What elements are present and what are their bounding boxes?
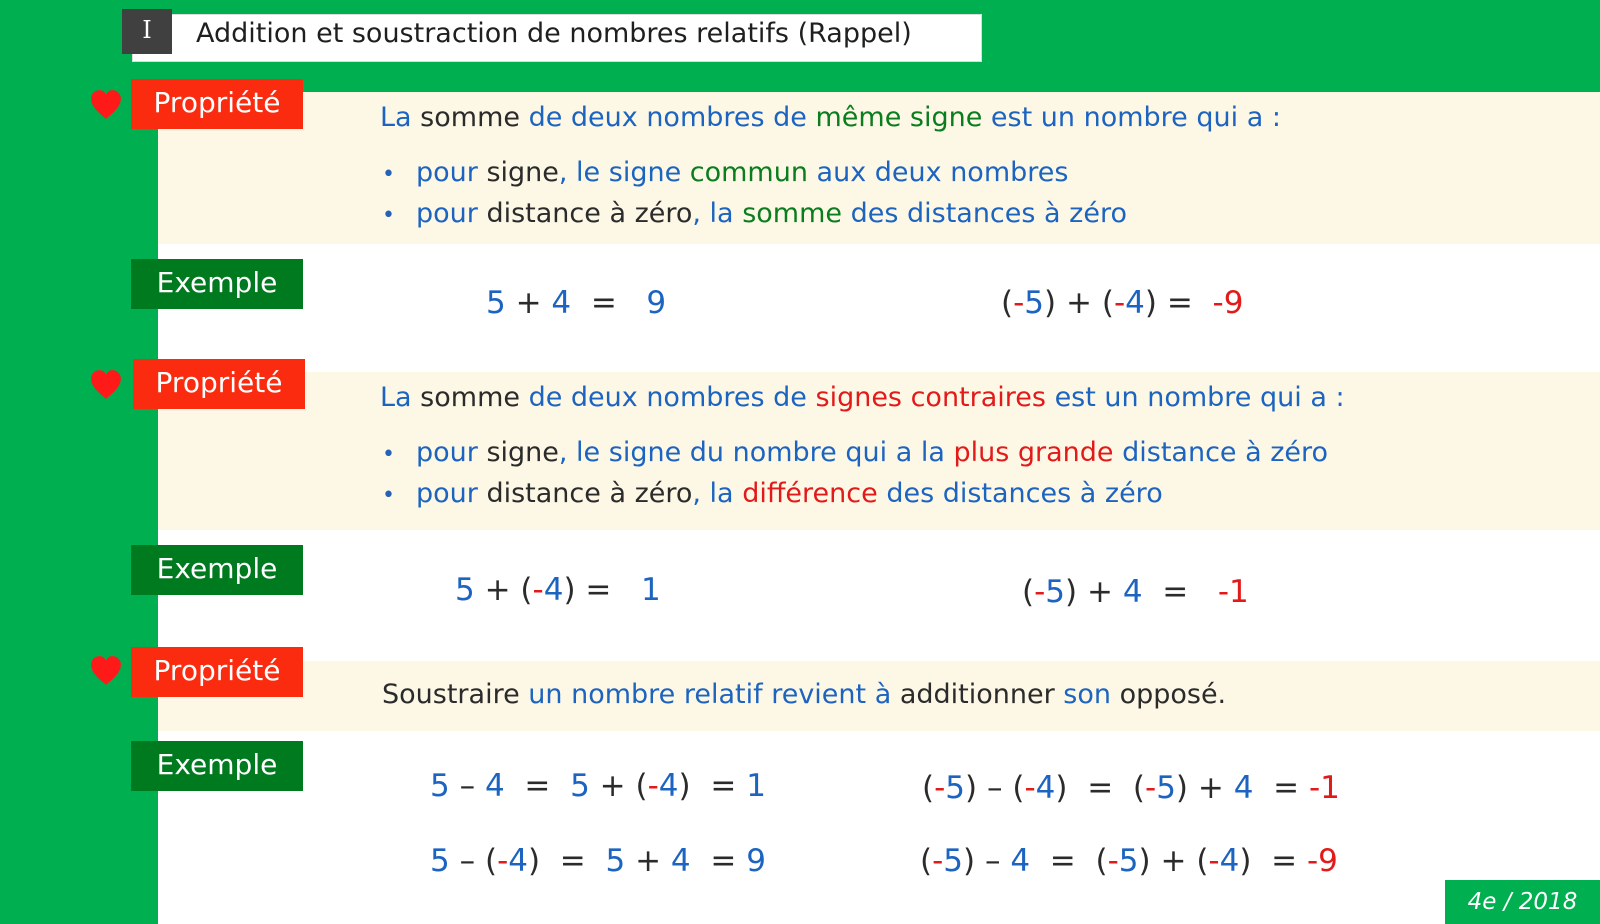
math-token: ( bbox=[1001, 285, 1014, 321]
math-token: – bbox=[975, 843, 1011, 879]
example-3-right-1 bbox=[922, 770, 1340, 806]
math-token: - bbox=[1145, 770, 1157, 806]
text-fragment: plus grande bbox=[944, 437, 1114, 468]
math-token: 5 bbox=[430, 768, 450, 804]
example-2-right bbox=[1022, 574, 1249, 610]
bullet-icon: • bbox=[382, 442, 395, 467]
example-2-left bbox=[455, 572, 661, 608]
math-token: -1 bbox=[1217, 574, 1249, 610]
math-token: ( bbox=[635, 768, 648, 804]
math-token: ) bbox=[527, 843, 541, 879]
math-token: 4 bbox=[1233, 770, 1254, 806]
math-token: - bbox=[1034, 574, 1046, 610]
math-token: + bbox=[625, 843, 671, 879]
math-token: - bbox=[934, 770, 946, 806]
text-fragment: de deux nombres de bbox=[519, 102, 807, 133]
math-token: ) bbox=[1175, 770, 1189, 806]
math-token: 5 bbox=[943, 843, 964, 879]
page-title: Addition et soustraction de nombres relatifs (Rappel) bbox=[196, 18, 912, 49]
text-fragment: , la bbox=[692, 478, 734, 509]
text-fragment: de deux nombres de bbox=[519, 382, 807, 413]
example-3-left-1 bbox=[430, 768, 766, 804]
math-token: = bbox=[1142, 574, 1218, 610]
math-token: 5 bbox=[945, 770, 966, 806]
text-fragment: additionner bbox=[891, 679, 1055, 710]
math-token: ) bbox=[965, 770, 978, 806]
text-fragment: , le signe du nombre qui a la bbox=[558, 437, 945, 468]
math-token: ) bbox=[563, 572, 576, 608]
math-token: + bbox=[505, 285, 552, 321]
math-token: ( bbox=[1022, 574, 1035, 610]
math-token: = bbox=[690, 768, 747, 804]
math-token: ( bbox=[484, 843, 498, 879]
math-token: 4 bbox=[543, 572, 564, 608]
math-token: - bbox=[532, 572, 544, 608]
math-token: 5 bbox=[605, 843, 626, 879]
text-fragment: est un nombre qui a : bbox=[1045, 382, 1345, 413]
text-fragment: , la bbox=[692, 198, 734, 229]
math-token: - bbox=[932, 843, 944, 879]
math-token: = bbox=[1156, 285, 1213, 321]
math-token: 5 bbox=[1156, 770, 1176, 806]
text-fragment: Soustraire bbox=[382, 679, 520, 710]
math-token: 4 bbox=[1125, 285, 1145, 321]
math-token: ( bbox=[1196, 843, 1209, 879]
text-fragment: pour bbox=[416, 478, 478, 509]
math-token: + bbox=[1188, 770, 1234, 806]
math-token: ( bbox=[1012, 770, 1025, 806]
math-token: = bbox=[571, 285, 647, 321]
math-token: = bbox=[1253, 770, 1309, 806]
math-token: 4 bbox=[1035, 770, 1056, 806]
math-token: 4 bbox=[484, 768, 505, 804]
property-2-bullet-1 bbox=[416, 437, 1328, 468]
math-token: = bbox=[1030, 843, 1096, 879]
text-fragment: des distances à zéro bbox=[877, 478, 1163, 509]
text-fragment: , le signe bbox=[558, 157, 682, 188]
math-token: -9 bbox=[1307, 843, 1338, 879]
example-1-left bbox=[486, 285, 666, 321]
math-token: ) bbox=[1144, 285, 1157, 321]
exemple-label-1: Exemple bbox=[131, 259, 303, 309]
math-token: ( bbox=[520, 572, 533, 608]
math-token: + bbox=[1056, 285, 1102, 321]
math-token: ) bbox=[1239, 843, 1252, 879]
text-fragment: somme bbox=[411, 102, 520, 133]
propriete-label-2: Propriété bbox=[133, 359, 305, 409]
math-token: 4 bbox=[551, 285, 572, 321]
math-token: - bbox=[1024, 770, 1036, 806]
text-fragment: pour bbox=[416, 437, 478, 468]
math-token: = bbox=[690, 843, 747, 879]
math-token: = bbox=[540, 843, 606, 879]
heart-icon bbox=[89, 88, 123, 122]
propriete-label-3: Propriété bbox=[131, 647, 303, 697]
math-token: ( bbox=[920, 843, 933, 879]
math-token: ( bbox=[1101, 285, 1114, 321]
text-fragment: signes contraires bbox=[806, 382, 1046, 413]
example-1-right bbox=[1001, 285, 1243, 321]
text-fragment: distance à zéro bbox=[1113, 437, 1329, 468]
math-token: – bbox=[449, 843, 485, 879]
math-token: 4 bbox=[1122, 574, 1143, 610]
math-token: 5 bbox=[430, 843, 450, 879]
math-token: = bbox=[1251, 843, 1307, 879]
math-token: ) bbox=[678, 768, 691, 804]
bullet-icon: • bbox=[382, 483, 395, 508]
text-fragment: signe bbox=[477, 157, 559, 188]
math-token: 1 bbox=[746, 768, 766, 804]
math-token: ) bbox=[963, 843, 976, 879]
math-token: + bbox=[474, 572, 521, 608]
math-token: ( bbox=[1132, 770, 1145, 806]
text-fragment: distance à zéro bbox=[477, 478, 693, 509]
math-token: ) bbox=[1055, 770, 1068, 806]
math-token: – bbox=[449, 768, 485, 804]
math-token: -9 bbox=[1212, 285, 1244, 321]
math-token: = bbox=[575, 572, 641, 608]
math-token: 5 bbox=[1024, 285, 1045, 321]
math-token: – bbox=[977, 770, 1013, 806]
text-fragment: un nombre relatif revient à bbox=[519, 679, 892, 710]
heart-icon bbox=[89, 368, 123, 402]
math-token: ( bbox=[922, 770, 935, 806]
math-token: 4 bbox=[670, 843, 691, 879]
text-fragment: somme bbox=[733, 198, 842, 229]
math-token: ) bbox=[1065, 574, 1078, 610]
exemple-label-2: Exemple bbox=[131, 545, 303, 595]
math-token: 4 bbox=[1219, 843, 1240, 879]
math-token: 5 bbox=[1045, 574, 1066, 610]
propriete-label-1: Propriété bbox=[131, 79, 303, 129]
example-3-right-2 bbox=[920, 843, 1338, 879]
property-1-bullet-2 bbox=[416, 198, 1127, 229]
math-token: - bbox=[647, 768, 659, 804]
bullet-icon: • bbox=[382, 203, 395, 228]
math-token: - bbox=[1208, 843, 1220, 879]
bullet-icon: • bbox=[382, 162, 395, 187]
math-token: 4 bbox=[1010, 843, 1031, 879]
math-token: -1 bbox=[1309, 770, 1340, 806]
text-fragment: somme bbox=[411, 382, 520, 413]
math-token: - bbox=[1107, 843, 1119, 879]
property-2-statement bbox=[380, 382, 1345, 413]
text-fragment: est un nombre qui a : bbox=[982, 102, 1281, 133]
text-fragment: pour bbox=[416, 157, 478, 188]
text-fragment: pour bbox=[416, 198, 478, 229]
math-token: 5 bbox=[455, 572, 475, 608]
math-token: ) bbox=[1044, 285, 1057, 321]
math-token: + bbox=[1150, 843, 1197, 879]
math-token: 5 bbox=[1118, 843, 1139, 879]
math-token: - bbox=[1113, 285, 1126, 321]
text-fragment: La bbox=[380, 102, 412, 133]
math-token: 5 bbox=[486, 285, 506, 321]
property-2-bullet-2 bbox=[416, 478, 1163, 509]
text-fragment: La bbox=[380, 382, 412, 413]
text-fragment: distance à zéro bbox=[477, 198, 693, 229]
math-token: 9 bbox=[746, 843, 766, 879]
text-fragment: différence bbox=[733, 478, 878, 509]
text-fragment: commun bbox=[681, 157, 808, 188]
math-token: 4 bbox=[658, 768, 679, 804]
math-token: + bbox=[589, 768, 636, 804]
text-fragment: opposé. bbox=[1110, 679, 1227, 710]
math-token: = bbox=[504, 768, 571, 804]
section-number: I bbox=[122, 9, 172, 54]
math-token: 9 bbox=[646, 285, 667, 321]
property-3-statement bbox=[382, 679, 1226, 710]
footer-badge: 4e / 2018 bbox=[1445, 880, 1600, 924]
example-3-left-2 bbox=[430, 843, 766, 879]
property-1-bullet-1 bbox=[416, 157, 1068, 188]
math-token: ( bbox=[1095, 843, 1108, 879]
property-1-statement bbox=[380, 102, 1281, 133]
text-fragment: signe bbox=[477, 437, 559, 468]
text-fragment: même signe bbox=[806, 102, 983, 133]
math-token: = bbox=[1067, 770, 1133, 806]
math-token: 4 bbox=[508, 843, 528, 879]
math-token: + bbox=[1077, 574, 1123, 610]
math-token: - bbox=[1013, 285, 1025, 321]
math-token: 1 bbox=[640, 572, 661, 608]
math-token: 5 bbox=[570, 768, 590, 804]
text-fragment: des distances à zéro bbox=[842, 198, 1127, 229]
math-token: ) bbox=[1138, 843, 1151, 879]
text-fragment: aux deux nombres bbox=[807, 157, 1069, 188]
math-token: - bbox=[497, 843, 509, 879]
exemple-label-3: Exemple bbox=[131, 741, 303, 791]
heart-icon bbox=[89, 654, 123, 688]
text-fragment: son bbox=[1054, 679, 1111, 710]
